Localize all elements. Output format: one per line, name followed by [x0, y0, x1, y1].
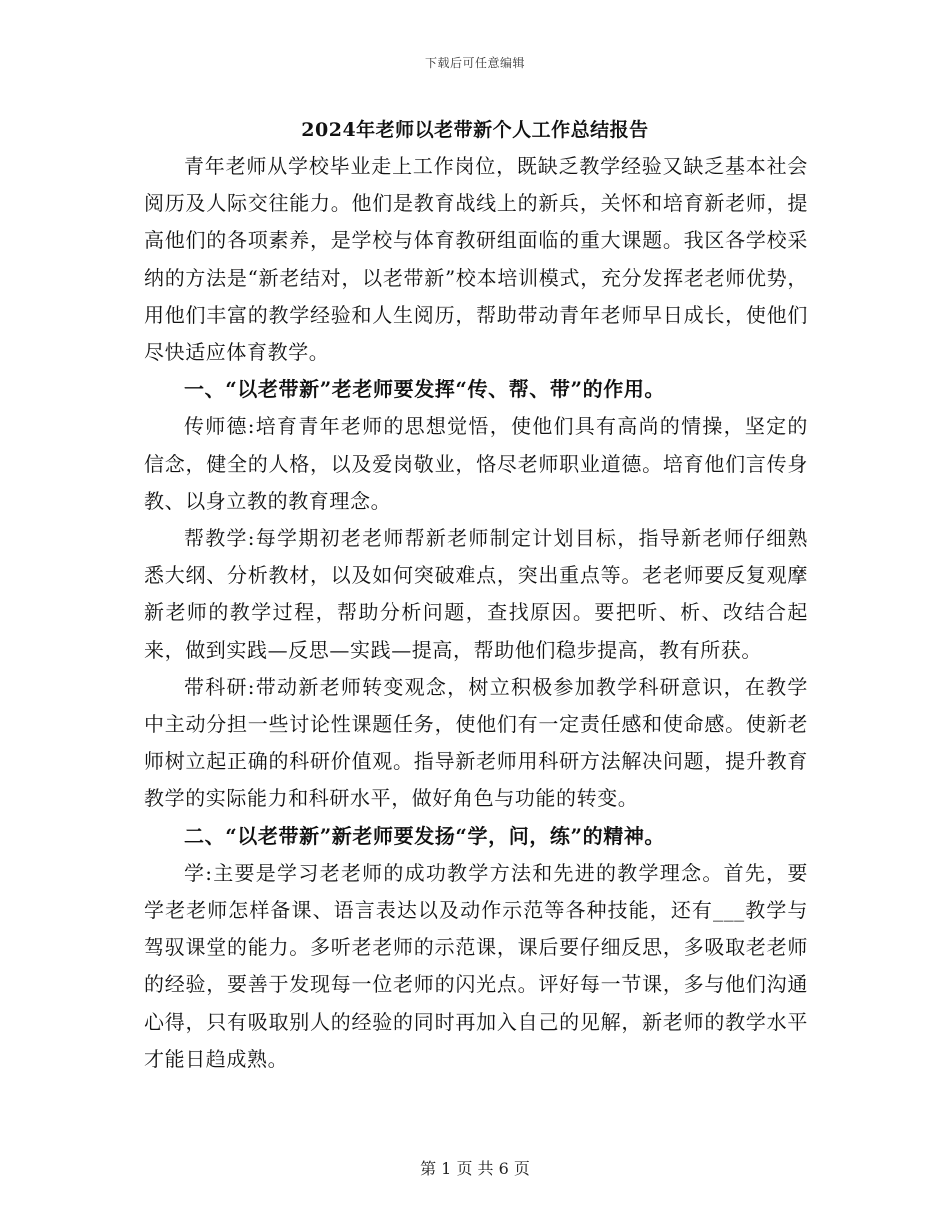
header-note: 下载后可任意编辑: [424, 56, 525, 70]
page-number: 第 1 页 共 6 页: [420, 1159, 530, 1178]
section-heading-2: 二、“以老带新”新老师要发扬“学，问，练”的精神。: [184, 823, 666, 848]
paragraph-xue: 学:主要是学习老老师的成功教学方法和先进的教学理念。首先，要学老老师怎样备课、语言表达以及动作示范等各种技能，还有___教学与驾驭课堂的能力。多听老老师的示范课，课后要仔细反思，多吸取老老师的经验，要善于发现每一位老师的闪光点。评好每一节课，多与他们沟通心得，只有吸取别人的经验的同时再加入自己的见解，新老师的教学水平才能日趋成熟。: [144, 860, 808, 1071]
page-title: 2024年老师以老带新个人工作总结报告: [301, 119, 649, 141]
paragraph-chuan-shide: 传师德:培育青年老师的思想觉悟，使他们具有高尚的情操，坚定的信念，健全的人格，以及爱岗敬业，恪尽老师职业道德。培育他们言传身教、以身立教的教育理念。: [144, 414, 808, 513]
paragraph-dai-keyan: 带科研:带动新老师转变观念，树立积极参加教学科研意识，在教学中主动分担一些讨论性课题任务，使他们有一定责任感和使命感。使新老师树立起正确的科研价值观。指导新老师用科研方法解决问题，提升教育教学的实际能力和科研水平，做好角色与功能的转变。: [144, 674, 808, 811]
section-heading-1: 一、“以老带新”老老师要发挥“传、帮、带”的作用。: [184, 377, 666, 402]
paragraph-intro: 青年老师从学校毕业走上工作岗位，既缺乏教学经验又缺乏基本社会阅历及人际交往能力。他们是教育战线上的新兵，关怀和培育新老师，提高他们的各项素养，是学校与体育教研组面临的重大课题。我区各学校采纳的方法是“新老结对，以老带新”校本培训模式，充分发挥老老师优势，用他们丰富的教学经验和人生阅历，帮助带动青年老师早日成长，使他们尽快适应体育教学。: [144, 154, 808, 365]
document-body: [144, 148, 808, 1078]
paragraph-bang-jiaoxue: 帮教学:每学期初老老师帮新老师制定计划目标，指导新老师仔细熟悉大纲、分析教材，以及如何突破难点，突出重点等。老老师要反复观摩新老师的教学过程，帮助分析问题，查找原因。要把听、析、改结合起来，做到实践—反思—实践—提高，帮助他们稳步提高，教有所获。: [144, 526, 808, 662]
